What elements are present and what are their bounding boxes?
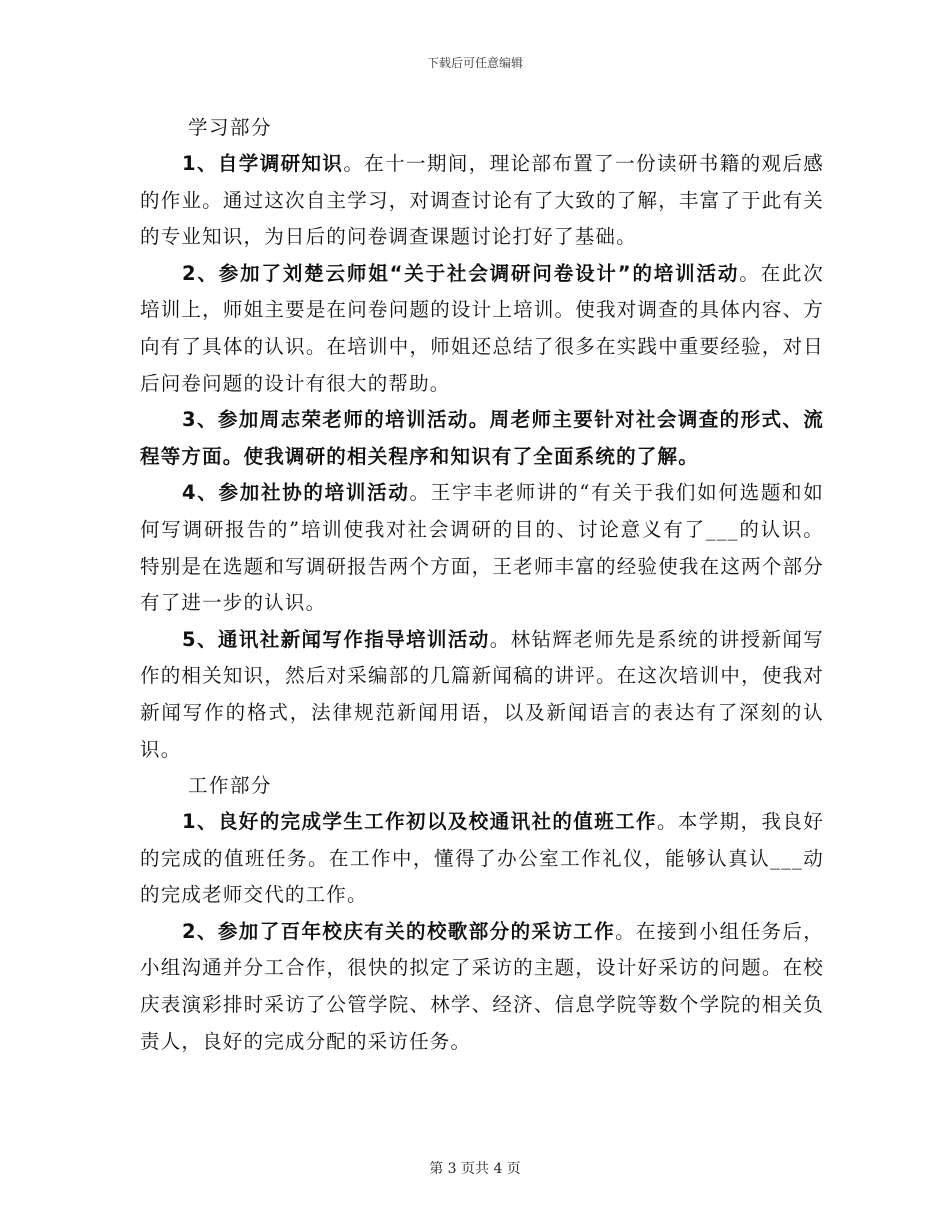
page-header-note: 下载后可任意编辑 xyxy=(426,56,523,70)
study-paragraph-4 xyxy=(140,475,824,621)
study-paragraph-5-body: 。林钻辉老师先是系统的讲授新闻写作的相关知识，然后对采编部的几篇新闻稿的讲评。在这次培训中，使我对新闻写作的格式，法律规范新闻用语，以及新闻语言的表达有了深刻的认识。 xyxy=(140,627,824,761)
study-paragraph-1-lead: 1、自学调研知识 xyxy=(182,152,344,175)
document-body xyxy=(140,110,824,1060)
section-title-work: 工作部分 xyxy=(188,774,273,798)
work-paragraph-1 xyxy=(140,804,824,914)
study-paragraph-4-lead: 4、参加社协的培训活动 xyxy=(182,481,410,505)
work-paragraph-2-lead: 2、参加了百年校庆有关的校歌部分的采访工作 xyxy=(182,919,616,943)
section-title-study: 学习部分 xyxy=(188,116,273,139)
work-paragraph-1-body: 。本学期，我良好的完成的值班任务。在工作中，懂得了办公室工作礼仪，能够认真认___动的完成老师交代的工作。 xyxy=(140,810,824,907)
study-paragraph-4-body: 。王宇丰老师讲的“有关于我们如何选题和如何写调研报告的”培训使我对社会调研的目的、讨论意义有了___的认识。特别是在选题和写调研报告两个方面，王老师丰富的经验使我在这两个部分有了进一步的认识。 xyxy=(140,481,824,615)
study-paragraph-1-body: 。在十一期间，理论部布置了一份读研书籍的观后感的作业。通过这次自主学习，对调查讨论有了大致的了解，丰富了于此有关的专业知识，为日后的问卷调查课题讨论打好了基础。 xyxy=(140,152,824,249)
study-paragraph-2-lead: 2、参加了刘楚云师姐“关于社会调研问卷设计”的培训活动 xyxy=(182,261,740,285)
page-number-footer: 第 3 页共 4 页 xyxy=(429,1161,521,1177)
work-paragraph-1-lead: 1、良好的完成学生工作初以及校通讯社的值班工作 xyxy=(182,810,657,834)
study-paragraph-3 xyxy=(140,402,824,475)
study-paragraph-1 xyxy=(140,146,824,256)
study-paragraph-2 xyxy=(140,256,824,402)
study-paragraph-3-lead: 3、参加周志荣老师的培训活动。周老师主要针对社会调查的形式、流程等方面。使我调研的相关程序和知识有了全面系统的了解。 xyxy=(140,408,824,468)
study-paragraph-2-body: 。在此次培训上，师姐主要是在问卷问题的设计上培训。使我对调查的具体内容、方向有了具体的认识。在培训中，师姐还总结了很多在实践中重要经验，对日后问卷问题的设计有很大的帮助。 xyxy=(140,261,824,395)
study-paragraph-5 xyxy=(140,622,824,768)
work-paragraph-2-body: 。在接到小组任务后，小组沟通并分工合作，很快的拟定了采访的主题，设计好采访的问题。在校庆表演彩排时采访了公管学院、林学、经济、信息学院等数个学院的相关负责人，良好的完成分配的采访任务。 xyxy=(140,919,824,1053)
work-paragraph-2 xyxy=(140,914,824,1060)
study-paragraph-5-lead: 5、通讯社新闻写作指导培训活动 xyxy=(182,627,490,651)
